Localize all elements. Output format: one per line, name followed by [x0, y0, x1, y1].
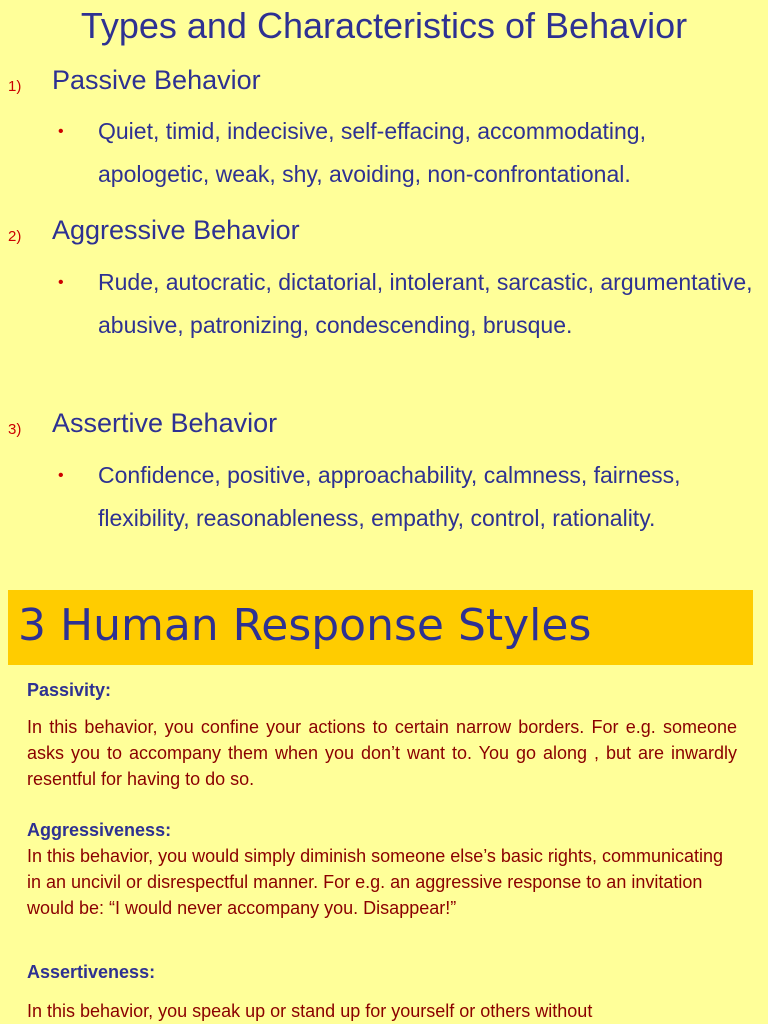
bullet-icon: •	[58, 274, 64, 291]
bullet-text-aggressive: Rude, autocratic, dictatorial, intolerant, sarcastic, argumentative, abusive, patronizing, condescending, brusque.	[98, 269, 753, 338]
style-text-assertiveness: In this behavior, you speak up or stand up for yourself or others without	[27, 1001, 593, 1021]
section-banner	[8, 590, 753, 665]
page-title: Types and Characteristics of Behavior	[80, 5, 688, 46]
list-number-1: 1)	[8, 78, 22, 95]
section-heading-aggressive: Aggressive Behavior	[52, 215, 300, 245]
style-heading-passivity: Passivity:	[27, 680, 112, 700]
style-heading-assertiveness: Assertiveness:	[27, 962, 156, 982]
bullet-icon: •	[58, 123, 64, 140]
banner-title: 3 Human Response Styles	[18, 600, 592, 651]
section-heading-passive: Passive Behavior	[52, 65, 261, 95]
bullet-text-assertive: Confidence, positive, approachability, calmness, fairness, flexibility, reasonableness, empathy, control, rationality.	[98, 462, 681, 531]
bullet-icon: •	[58, 467, 64, 484]
list-number-2: 2)	[8, 228, 22, 245]
style-text-passivity: In this behavior, you confine your actions to certain narrow borders. For e.g. someone asks you to accompany them when you don’t want to. You go along , but are inwardly resentful for having to do so.	[27, 717, 737, 789]
style-heading-aggressiveness: Aggressiveness:	[27, 820, 172, 840]
section-heading-assertive: Assertive Behavior	[52, 408, 278, 438]
list-number-3: 3)	[8, 421, 22, 438]
bullet-text-passive: Quiet, timid, indecisive, self-effacing, accommodating, apologetic, weak, shy, avoiding, non-confrontational.	[98, 118, 646, 187]
style-text-aggressiveness: In this behavior, you would simply diminish someone else’s basic rights, communicating in an uncivil or disrespectful manner. For e.g. an aggressive response to an invitation would be: “I would never accompany you. Disappear!”	[27, 846, 723, 918]
